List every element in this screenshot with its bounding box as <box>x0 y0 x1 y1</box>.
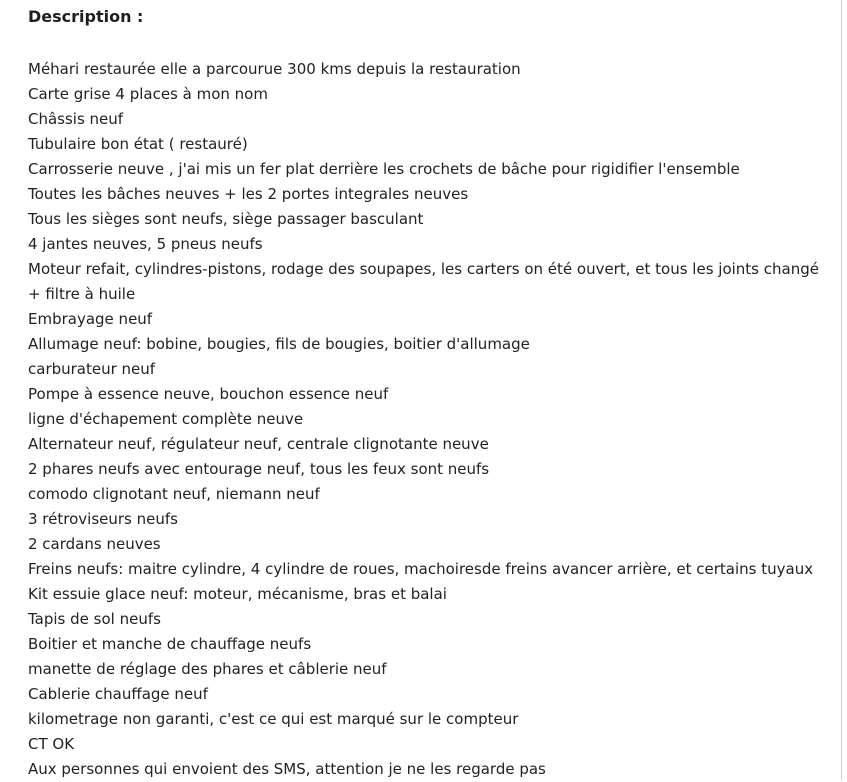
description-line: CT OK <box>28 735 75 753</box>
description-title: Description : <box>28 7 144 26</box>
description-line: Boitier et manche de chauffage neufs <box>28 635 312 653</box>
description-line: Moteur refait, cylindres-pistons, rodage des soupapes, les carters on été ouvert, et tous les joints changé + filtre à huile <box>28 260 819 303</box>
description-line: carburateur neuf <box>28 360 156 378</box>
description-line: Tubulaire bon état ( restauré) <box>28 135 248 153</box>
description-line: Cablerie chauffage neuf <box>28 685 208 703</box>
description-line: Pompe à essence neuve, bouchon essence neuf <box>28 385 389 403</box>
description-line: Embrayage neuf <box>28 310 153 328</box>
description-line: Tous les sièges sont neufs, siège passager basculant <box>28 210 424 228</box>
description-line: manette de réglage des phares et câblerie neuf <box>28 660 387 678</box>
description-line: 2 phares neufs avec entourage neuf, tous les feux sont neufs <box>28 460 490 478</box>
description-line: Carrosserie neuve , j'ai mis un fer plat derrière les crochets de bâche pour rigidifier l'ensemble <box>28 160 740 178</box>
description-line: Tapis de sol neufs <box>28 610 161 628</box>
description-text <box>28 57 836 782</box>
description-line: Kit essuie glace neuf: moteur, mécanisme, bras et balai <box>28 585 447 603</box>
description-line: Allumage neuf: bobine, bougies, fils de bougies, boitier d'allumage <box>28 335 530 353</box>
description-line: Aux personnes qui envoient des SMS, attention je ne les regarde pas <box>28 760 546 778</box>
description-line: ligne d'échapement complète neuve <box>28 410 304 428</box>
description-line: Carte grise 4 places à mon nom <box>28 85 268 103</box>
description-line: comodo clignotant neuf, niemann neuf <box>28 485 320 503</box>
description-line: kilometrage non garanti, c'est ce qui est marqué sur le compteur <box>28 710 519 728</box>
description-line: 4 jantes neuves, 5 pneus neufs <box>28 235 263 253</box>
description-line: 2 cardans neuves <box>28 535 161 553</box>
description-line: Méhari restaurée elle a parcourue 300 kms depuis la restauration <box>28 60 521 78</box>
description-line: Châssis neuf <box>28 110 124 128</box>
description-line: Freins neufs: maitre cylindre, 4 cylindre de roues, machoiresde freins avancer arrière, et certains tuyaux <box>28 560 814 578</box>
description-line: 3 rétroviseurs neufs <box>28 510 178 528</box>
description-line: Alternateur neuf, régulateur neuf, centrale clignotante neuve <box>28 435 489 453</box>
description-line: Toutes les bâches neuves + les 2 portes integrales neuves <box>28 185 469 203</box>
